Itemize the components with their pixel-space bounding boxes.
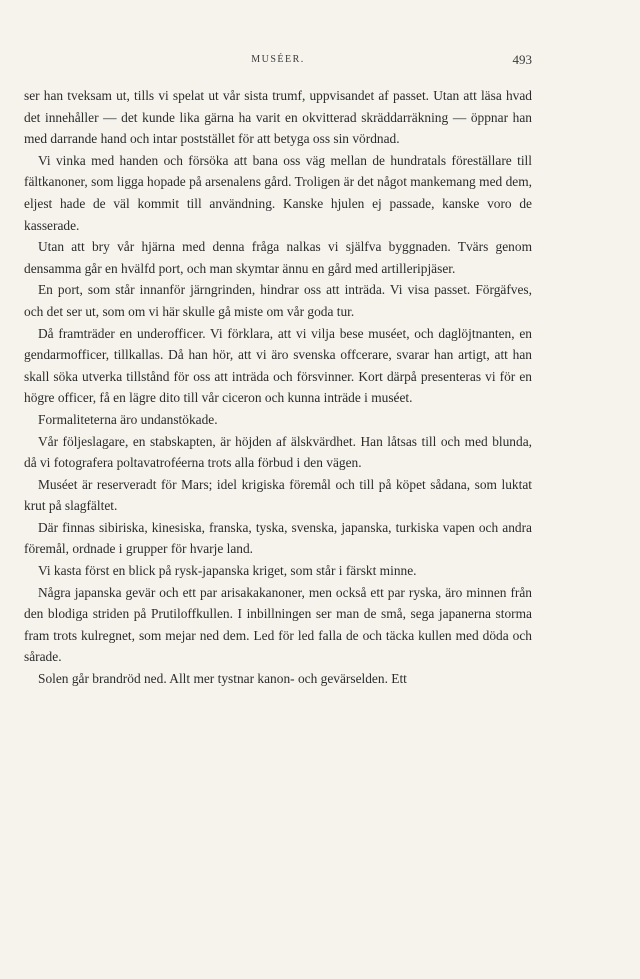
body-text xyxy=(24,85,532,690)
paragraph: Där finnas sibiriska, kinesiska, franska, tyska, svenska, japanska, turkiska vapen och andra föremål, ordnade i grupper för hvarje land. xyxy=(24,519,532,557)
paragraph: Formaliteterna äro undanstökade. xyxy=(38,411,218,427)
paragraph: ser han tveksam ut, tills vi spelat ut vår sista trumf, uppvisandet af passet. Utan att läsa hvad det innehåller — det kunde lika gärna ha varit en okvitterad skräddarräkning — öppnar han med darrande hand och intar poststället för att betyga oss sin vördnad. xyxy=(24,88,532,147)
paragraph: Solen går brandröd ned. Allt mer tystnar kanon- och gevärselden. Ett xyxy=(38,671,407,687)
paragraph: Vi vinka med handen och försöka att bana oss väg mellan de hundratals föreställare till fältkanoner, som ligga hopade på arsenalens gård. Troligen är det något mankemang med dem, eljest hade de väl kommit till användning. Kanske hjulen ej passade, kanske voro de kasserade. xyxy=(24,152,532,233)
paragraph: Då framträder en underofficer. Vi förklara, att vi vilja bese muséet, och daglöjtnanten, en gendarmofficer, tillkallas. Då han hör, att vi äro svenska offcerare, svarar han artigt, att han skall söka utverka tillstånd för oss att inträda och försvinner. Kort därpå presenteras vi för en högre officer, få en lägre dito till vår ciceron och kunna inträde i muséet. xyxy=(24,325,532,406)
page-header xyxy=(24,52,532,72)
paragraph: Vår följeslagare, en stabskapten, är höjden af älskvärdhet. Han låtsas till och med blunda, då vi fotografera poltavatroféerna trots alla förbud i den vägen. xyxy=(24,433,532,471)
paragraph: Muséet är reserveradt för Mars; idel krigiska föremål och till på köpet sådana, som luktat krut på slagfältet. xyxy=(24,476,532,514)
paragraph: Utan att bry vår hjärna med denna fråga nalkas vi själfva byggnaden. Tvärs genom densamma går en hvälfd port, och man skymtar ännu en gård med artilleripjäser. xyxy=(24,239,532,276)
paragraph: En port, som står innanför järngrinden, hindrar oss att inträda. Vi visa passet. Förgäfves, och det ser ut, som om vi här skulle gå miste om vår goda tur. xyxy=(24,282,532,319)
paragraph: Några japanska gevär och ett par arisakakanoner, men också ett par ryska, äro minnen från den blodiga striden på Prutiloffkullen. I inbillningen ser man de små, sega japanerna storma fram trots kulregnet, som mejar ned dem. Led för led falla de och täcka kullen med döda och sårade. xyxy=(24,584,532,665)
page-number: 493 xyxy=(512,52,532,67)
paragraph: Vi kasta först en blick på rysk-japanska kriget, som står i färskt minne. xyxy=(38,563,417,579)
running-title: MUSÉER. xyxy=(251,54,305,65)
